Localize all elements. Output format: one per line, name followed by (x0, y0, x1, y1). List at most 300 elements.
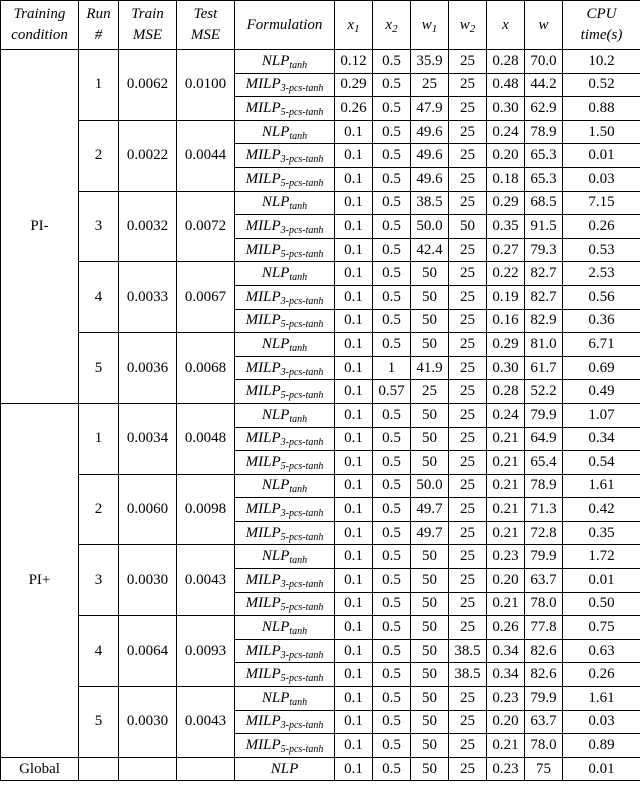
w2-cell: 25 (449, 474, 487, 498)
formulation-subscript: 5-pcs-tanh (280, 531, 324, 543)
formulation-subscript: tanh (289, 272, 308, 284)
w-cell: 65.4 (525, 451, 563, 475)
w-cell: 78.0 (525, 734, 563, 758)
w2-cell: 25 (449, 427, 487, 451)
train-mse-cell: 0.0034 (119, 403, 177, 474)
x2-cell: 0.5 (373, 215, 411, 239)
w-cell: 64.9 (525, 427, 563, 451)
formulation-subscript: 3-pcs-tanh (280, 649, 324, 661)
formulation-cell (235, 380, 335, 404)
run-number-cell: 4 (79, 262, 119, 333)
x-cell: 0.21 (487, 592, 525, 616)
x1-cell: 0.26 (335, 97, 373, 121)
formulation-cell (235, 215, 335, 239)
w1-cell: 25 (411, 73, 449, 97)
w-cell: 79.9 (525, 545, 563, 569)
cpu-time-cell: 0.26 (563, 215, 640, 239)
cpu-time-cell: 0.54 (563, 451, 640, 475)
w1-cell: 49.6 (411, 120, 449, 144)
w2-cell: 25 (449, 356, 487, 380)
training-condition-cell: PI- (1, 50, 79, 404)
run-number-cell: 1 (79, 403, 119, 474)
x2-cell: 0.5 (373, 757, 411, 781)
x-cell: 0.48 (487, 73, 525, 97)
cpu-time-cell: 0.35 (563, 521, 640, 545)
w2-cell: 25 (449, 521, 487, 545)
test-mse-cell: 0.0098 (177, 474, 235, 545)
header-train-mse: Train MSE (119, 1, 177, 50)
table-row (1, 616, 640, 640)
x1-cell: 0.1 (335, 191, 373, 215)
formulation-name: MILP (245, 713, 281, 730)
cpu-time-cell: 0.50 (563, 592, 640, 616)
x2-cell: 0.5 (373, 191, 411, 215)
w2-cell: 25 (449, 757, 487, 781)
x1-cell: 0.1 (335, 474, 373, 498)
x-cell: 0.26 (487, 616, 525, 640)
x1-cell: 0.1 (335, 616, 373, 640)
w-cell: 91.5 (525, 215, 563, 239)
formulation-name: MILP (245, 99, 281, 116)
x-cell: 0.21 (487, 427, 525, 451)
x-cell: 0.21 (487, 474, 525, 498)
w1-cell: 25 (411, 380, 449, 404)
table-row (1, 262, 640, 286)
x1-cell: 0.1 (335, 262, 373, 286)
run-number-cell: 1 (79, 50, 119, 121)
formulation-cell (235, 191, 335, 215)
formulation-name: MILP (245, 524, 281, 541)
w1-cell: 50 (411, 451, 449, 475)
formulation-subscript: 5-pcs-tanh (280, 106, 324, 118)
w-cell: 78.0 (525, 592, 563, 616)
header-test-mse: Test MSE (177, 1, 235, 50)
formulation-subscript: 3-pcs-tanh (280, 154, 324, 166)
formulation-subscript: 5-pcs-tanh (280, 319, 324, 331)
test-mse-cell: 0.0067 (177, 262, 235, 333)
x1-cell: 0.1 (335, 569, 373, 593)
run-number-cell: 3 (79, 545, 119, 616)
cpu-time-cell: 0.26 (563, 663, 640, 687)
w1-cell: 50 (411, 592, 449, 616)
formulation-name: NLP (261, 335, 290, 352)
w2-cell: 25 (449, 73, 487, 97)
formulation-cell (235, 687, 335, 711)
w1-cell: 50.0 (411, 215, 449, 239)
formulation-subscript: 3-pcs-tanh (280, 83, 324, 95)
w2-cell: 25 (449, 734, 487, 758)
w1-cell: 50 (411, 403, 449, 427)
formulation-cell (235, 474, 335, 498)
cpu-time-cell: 0.01 (563, 757, 640, 781)
table-row (1, 687, 640, 711)
w1-cell: 49.6 (411, 144, 449, 168)
formulation-name: MILP (245, 642, 281, 659)
cpu-time-cell: 1.61 (563, 687, 640, 711)
x1-cell: 0.1 (335, 309, 373, 333)
cpu-time-cell: 1.61 (563, 474, 640, 498)
test-mse-cell (177, 757, 235, 781)
formulation-cell (235, 451, 335, 475)
test-mse-cell: 0.0072 (177, 191, 235, 262)
formulation-cell (235, 639, 335, 663)
x-cell: 0.34 (487, 663, 525, 687)
w-cell: 82.6 (525, 639, 563, 663)
x1-cell: 0.1 (335, 403, 373, 427)
x2-cell: 0.5 (373, 474, 411, 498)
header-run: Run # (79, 1, 119, 50)
formulation-subscript: tanh (289, 626, 308, 638)
test-mse-cell: 0.0043 (177, 545, 235, 616)
cpu-time-cell: 0.03 (563, 167, 640, 191)
w2-cell: 25 (449, 50, 487, 74)
formulation-name: MILP (245, 666, 281, 683)
formulation-name: NLP (270, 760, 299, 777)
formulation-subscript: 5-pcs-tanh (280, 177, 324, 189)
w-cell: 70.0 (525, 50, 563, 74)
w1-cell: 38.5 (411, 191, 449, 215)
formulation-subscript: tanh (289, 201, 308, 213)
train-mse-cell: 0.0022 (119, 120, 177, 191)
formulation-cell (235, 403, 335, 427)
w2-cell: 25 (449, 545, 487, 569)
w2-cell: 25 (449, 144, 487, 168)
formulation-name: MILP (245, 76, 281, 93)
x2-cell: 0.5 (373, 333, 411, 357)
x2-cell: 0.5 (373, 498, 411, 522)
x-cell: 0.24 (487, 403, 525, 427)
w1-cell: 47.9 (411, 97, 449, 121)
formulation-name: NLP (261, 619, 290, 636)
x-cell: 0.22 (487, 262, 525, 286)
x1-cell: 0.1 (335, 215, 373, 239)
formulation-cell (235, 734, 335, 758)
formulation-cell (235, 238, 335, 262)
w-cell: 79.9 (525, 403, 563, 427)
x1-cell: 0.1 (335, 120, 373, 144)
formulation-name: MILP (245, 501, 281, 518)
x-cell: 0.21 (487, 451, 525, 475)
x2-cell: 0.5 (373, 50, 411, 74)
table-row (1, 333, 640, 357)
w-cell: 63.7 (525, 569, 563, 593)
x2-cell: 0.5 (373, 569, 411, 593)
cpu-time-cell: 0.01 (563, 144, 640, 168)
w2-cell: 25 (449, 569, 487, 593)
x2-cell: 0.5 (373, 639, 411, 663)
formulation-cell (235, 569, 335, 593)
x-cell: 0.28 (487, 380, 525, 404)
x1-cell: 0.1 (335, 734, 373, 758)
w1-cell: 49.7 (411, 498, 449, 522)
x2-cell: 0.5 (373, 73, 411, 97)
w2-cell: 38.5 (449, 639, 487, 663)
test-mse-cell: 0.0093 (177, 616, 235, 687)
w1-cell: 35.9 (411, 50, 449, 74)
formulation-subscript: tanh (289, 342, 308, 354)
w-cell: 65.3 (525, 167, 563, 191)
x-cell: 0.20 (487, 710, 525, 734)
formulation-name: NLP (261, 265, 290, 282)
cpu-time-cell: 1.72 (563, 545, 640, 569)
w1-cell: 50 (411, 616, 449, 640)
w-cell: 75 (525, 757, 563, 781)
x-cell: 0.21 (487, 734, 525, 758)
x1-cell: 0.1 (335, 333, 373, 357)
formulation-cell (235, 309, 335, 333)
x1-cell: 0.12 (335, 50, 373, 74)
formulation-name: NLP (261, 477, 290, 494)
formulation-name: MILP (245, 170, 281, 187)
w2-cell: 25 (449, 191, 487, 215)
formulation-subscript: tanh (289, 484, 308, 496)
x2-cell: 0.57 (373, 380, 411, 404)
cpu-time-cell: 0.03 (563, 710, 640, 734)
formulation-subscript: 3-pcs-tanh (280, 437, 324, 449)
w-cell: 82.9 (525, 309, 563, 333)
x1-cell: 0.1 (335, 757, 373, 781)
x1-cell: 0.1 (335, 498, 373, 522)
w-cell: 44.2 (525, 73, 563, 97)
x2-cell: 0.5 (373, 403, 411, 427)
cpu-time-cell: 0.52 (563, 73, 640, 97)
formulation-cell (235, 50, 335, 74)
x2-cell: 0.5 (373, 120, 411, 144)
w2-cell: 25 (449, 262, 487, 286)
x1-cell: 0.1 (335, 167, 373, 191)
w2-cell: 50 (449, 215, 487, 239)
formulation-name: NLP (261, 548, 290, 565)
x1-cell: 0.1 (335, 285, 373, 309)
header-x: x (487, 1, 525, 50)
header-cpu-time: CPU time(s) (563, 1, 640, 50)
w1-cell: 50 (411, 639, 449, 663)
formulation-name: MILP (245, 147, 281, 164)
cpu-time-cell: 0.34 (563, 427, 640, 451)
w-cell: 71.3 (525, 498, 563, 522)
formulation-name: NLP (261, 194, 290, 211)
w1-cell: 50 (411, 262, 449, 286)
w-cell: 78.9 (525, 120, 563, 144)
cpu-time-cell: 0.36 (563, 309, 640, 333)
formulation-cell (235, 498, 335, 522)
formulation-subscript: 5-pcs-tanh (280, 248, 324, 260)
global-row (1, 757, 640, 781)
w1-cell: 49.7 (411, 521, 449, 545)
formulation-name: MILP (245, 595, 281, 612)
w2-cell: 25 (449, 285, 487, 309)
x-cell: 0.29 (487, 333, 525, 357)
w2-cell: 25 (449, 120, 487, 144)
train-mse-cell: 0.0062 (119, 50, 177, 121)
train-mse-cell: 0.0060 (119, 474, 177, 545)
x1-cell: 0.1 (335, 710, 373, 734)
train-mse-cell: 0.0030 (119, 545, 177, 616)
test-mse-cell: 0.0048 (177, 403, 235, 474)
w1-cell: 50 (411, 687, 449, 711)
x-cell: 0.35 (487, 215, 525, 239)
x-cell: 0.20 (487, 144, 525, 168)
x1-cell: 0.1 (335, 639, 373, 663)
w1-cell: 50 (411, 757, 449, 781)
table-row (1, 545, 640, 569)
header-formulation: Formulation (235, 1, 335, 50)
formulation-cell (235, 167, 335, 191)
x2-cell: 0.5 (373, 663, 411, 687)
w1-cell: 50 (411, 663, 449, 687)
x1-cell: 0.29 (335, 73, 373, 97)
x2-cell: 0.5 (373, 238, 411, 262)
w1-cell: 50.0 (411, 474, 449, 498)
x2-cell: 0.5 (373, 710, 411, 734)
x2-cell: 0.5 (373, 144, 411, 168)
formulation-subscript: tanh (289, 59, 308, 71)
w-cell: 82.7 (525, 262, 563, 286)
x-cell: 0.27 (487, 238, 525, 262)
w2-cell: 25 (449, 710, 487, 734)
w2-cell: 25 (449, 380, 487, 404)
cpu-time-cell: 2.53 (563, 262, 640, 286)
formulation-name: NLP (261, 689, 290, 706)
test-mse-cell: 0.0068 (177, 333, 235, 404)
w-cell: 61.7 (525, 356, 563, 380)
formulation-cell (235, 120, 335, 144)
formulation-cell (235, 144, 335, 168)
cpu-time-cell: 0.53 (563, 238, 640, 262)
header-w2: $w_2$ (449, 1, 487, 50)
header-training-condition: Training condition (1, 1, 79, 50)
cpu-time-cell: 0.01 (563, 569, 640, 593)
table-row (1, 474, 640, 498)
formulation-cell (235, 521, 335, 545)
formulation-subscript: 3-pcs-tanh (280, 720, 324, 732)
w2-cell: 25 (449, 167, 487, 191)
formulation-subscript: 5-pcs-tanh (280, 602, 324, 614)
run-number-cell: 3 (79, 191, 119, 262)
x-cell: 0.23 (487, 687, 525, 711)
formulation-name: MILP (245, 241, 281, 258)
x-cell: 0.30 (487, 356, 525, 380)
x-cell: 0.16 (487, 309, 525, 333)
w1-cell: 50 (411, 734, 449, 758)
x1-cell: 0.1 (335, 592, 373, 616)
cpu-time-cell: 0.89 (563, 734, 640, 758)
formulation-subscript: 3-pcs-tanh (280, 366, 324, 378)
w-cell: 82.6 (525, 663, 563, 687)
formulation-name: MILP (245, 312, 281, 329)
cpu-time-cell: 0.49 (563, 380, 640, 404)
w1-cell: 41.9 (411, 356, 449, 380)
formulation-cell (235, 710, 335, 734)
formulation-cell (235, 262, 335, 286)
formulation-name: MILP (245, 430, 281, 447)
w2-cell: 25 (449, 498, 487, 522)
formulation-name: MILP (245, 737, 281, 754)
w2-cell: 25 (449, 687, 487, 711)
x-cell: 0.29 (487, 191, 525, 215)
x-cell: 0.21 (487, 521, 525, 545)
x-cell: 0.34 (487, 639, 525, 663)
x-cell: 0.24 (487, 120, 525, 144)
x1-cell: 0.1 (335, 521, 373, 545)
x-cell: 0.23 (487, 757, 525, 781)
table-row (1, 403, 640, 427)
train-mse-cell: 0.0033 (119, 262, 177, 333)
w1-cell: 50 (411, 569, 449, 593)
x-cell: 0.18 (487, 167, 525, 191)
x1-cell: 0.1 (335, 427, 373, 451)
w-cell: 79.3 (525, 238, 563, 262)
w-cell: 79.9 (525, 687, 563, 711)
w1-cell: 50 (411, 333, 449, 357)
table-row (1, 50, 640, 74)
formulation-name: MILP (245, 359, 281, 376)
w2-cell: 25 (449, 238, 487, 262)
formulation-subscript: 5-pcs-tanh (280, 673, 324, 685)
x-cell: 0.30 (487, 97, 525, 121)
w-cell: 62.9 (525, 97, 563, 121)
w1-cell: 50 (411, 710, 449, 734)
w2-cell: 25 (449, 403, 487, 427)
cpu-time-cell: 0.56 (563, 285, 640, 309)
x1-cell: 0.1 (335, 545, 373, 569)
formulation-subscript: tanh (289, 696, 308, 708)
x2-cell: 0.5 (373, 309, 411, 333)
formulation-cell (235, 73, 335, 97)
formulation-subscript: 5-pcs-tanh (280, 460, 324, 472)
x2-cell: 0.5 (373, 285, 411, 309)
w-cell: 78.9 (525, 474, 563, 498)
formulation-name: NLP (261, 406, 290, 423)
formulation-subscript: 5-pcs-tanh (280, 390, 324, 402)
w1-cell: 42.4 (411, 238, 449, 262)
formulation-cell (235, 616, 335, 640)
formulation-cell (235, 356, 335, 380)
w1-cell: 50 (411, 545, 449, 569)
train-mse-cell: 0.0064 (119, 616, 177, 687)
formulation-name: MILP (245, 571, 281, 588)
formulation-subscript: tanh (289, 555, 308, 567)
run-number-cell (79, 757, 119, 781)
training-condition-cell: Global (1, 757, 79, 781)
header-w: w (525, 1, 563, 50)
x-cell: 0.23 (487, 545, 525, 569)
w-cell: 72.8 (525, 521, 563, 545)
train-mse-cell: 0.0032 (119, 191, 177, 262)
x2-cell: 0.5 (373, 97, 411, 121)
formulation-name: MILP (245, 217, 281, 234)
x2-cell: 0.5 (373, 451, 411, 475)
formulation-cell (235, 592, 335, 616)
header-x2: $x_2$ (373, 1, 411, 50)
cpu-time-cell: 10.2 (563, 50, 640, 74)
formulation-subscript: tanh (289, 130, 308, 142)
x2-cell: 0.5 (373, 687, 411, 711)
cpu-time-cell: 0.75 (563, 616, 640, 640)
x1-cell: 0.1 (335, 380, 373, 404)
formulation-subscript: tanh (289, 413, 308, 425)
formulation-name: MILP (245, 453, 281, 470)
x2-cell: 0.5 (373, 734, 411, 758)
w2-cell: 25 (449, 97, 487, 121)
w1-cell: 50 (411, 285, 449, 309)
x1-cell: 0.1 (335, 238, 373, 262)
cpu-time-cell: 6.71 (563, 333, 640, 357)
w1-cell: 50 (411, 427, 449, 451)
run-number-cell: 2 (79, 474, 119, 545)
test-mse-cell: 0.0100 (177, 50, 235, 121)
w1-cell: 49.6 (411, 167, 449, 191)
